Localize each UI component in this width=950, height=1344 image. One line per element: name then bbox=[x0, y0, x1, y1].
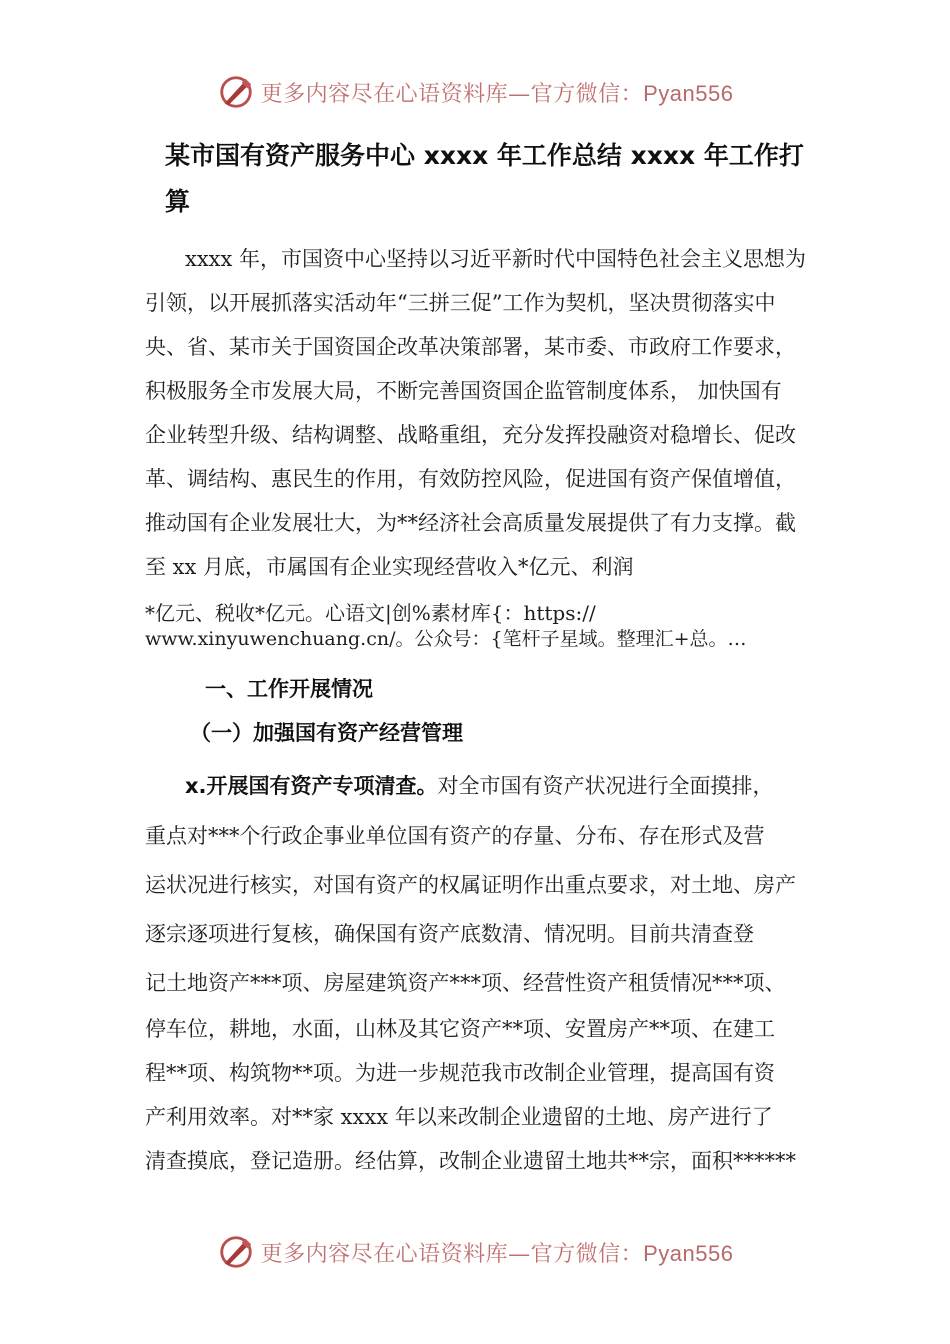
intro-line: 推动国有企业发展壮大，为**经济社会高质量发展提供了有力支撑。截 bbox=[145, 511, 796, 535]
source-line: www.xinyuwenchuang.cn/。公众号：{笔杆子星域。整理汇+总。… bbox=[145, 628, 747, 650]
section-heading: 一、工作开展情况 bbox=[205, 677, 373, 701]
intro-line: 积极服务全市发展大局，不断完善国资国企监管制度体系， 加快国有 bbox=[145, 379, 782, 403]
item-first-line bbox=[185, 770, 774, 800]
item-first-rest: 对全市国有资产状况进行全面摸排， bbox=[437, 774, 774, 798]
item-line: 重点对***个行政企事业单位国有资产的存量、分布、存在形式及营 bbox=[145, 824, 765, 848]
item-line: 记土地资产***项、房屋建筑资产***项、经营性资产租赁情况***项、 bbox=[145, 971, 786, 995]
document-title bbox=[165, 138, 815, 220]
title-line-2: 算 bbox=[165, 187, 191, 216]
intro-line: 革、调结构、惠民生的作用，有效防控风险，促进国有资产保值增值， bbox=[145, 467, 796, 491]
banner-handle: Pyan556 bbox=[643, 1240, 734, 1266]
intro-line: 引领，以开展抓落实活动年“三拼三促”工作为契机，坚决贯彻落实中 bbox=[145, 291, 776, 315]
header-watermark-banner bbox=[0, 70, 950, 114]
item-line: 停车位，耕地，水面，山林及其它资产**项、安置房产**项、在建工 bbox=[145, 1017, 775, 1041]
pen-seal-logo-icon bbox=[217, 1233, 255, 1271]
banner-text: 更多内容尽在心语资料库—官方微信：Pyan556 bbox=[260, 1240, 734, 1267]
item-line: 清查摸底，登记造册。经估算，改制企业遗留土地共**宗，面积****** bbox=[145, 1149, 796, 1173]
item-line: 运状况进行核实，对国有资产的权属证明作出重点要求，对土地、房产 bbox=[145, 873, 796, 897]
intro-line: 至 xx 月底，市属国有企业实现经营收入*亿元、利润 bbox=[145, 555, 634, 579]
item-line: 程**项、构筑物**项。为进一步规范我市改制企业管理，提高国有资 bbox=[145, 1061, 775, 1085]
item-lead: x.开展国有资产专项清查。 bbox=[185, 774, 438, 798]
intro-line: 企业转型升级、结构调整、战略重组，充分发挥投融资对稳增长、促改 bbox=[145, 423, 796, 447]
source-line: *亿元、税收*亿元。心语文|创%素材库{：https:// bbox=[145, 601, 596, 625]
title-line-1: 某市国有资产服务中心 xxxx 年工作总结 xxxx 年工作打 bbox=[165, 141, 804, 170]
item-line: 逐宗逐项进行复核，确保国有资产底数清、情况明。目前共清查登 bbox=[145, 922, 754, 946]
banner-handle: Pyan556 bbox=[643, 80, 734, 106]
subsection-heading: （一）加强国有资产经营管理 bbox=[190, 721, 463, 745]
item-line: 产利用效率。对**家 xxxx 年以来改制企业遗留的土地、房产进行了 bbox=[145, 1105, 773, 1129]
banner-text: 更多内容尽在心语资料库—官方微信：Pyan556 bbox=[260, 80, 734, 107]
intro-line: xxxx 年，市国资中心坚持以习近平新时代中国特色社会主义思想为 bbox=[185, 247, 807, 271]
intro-line: 央、省、某市关于国资国企改革决策部署，某市委、市政府工作要求， bbox=[145, 335, 796, 359]
footer-watermark-banner bbox=[0, 1230, 950, 1274]
pen-seal-logo-icon bbox=[217, 73, 255, 111]
